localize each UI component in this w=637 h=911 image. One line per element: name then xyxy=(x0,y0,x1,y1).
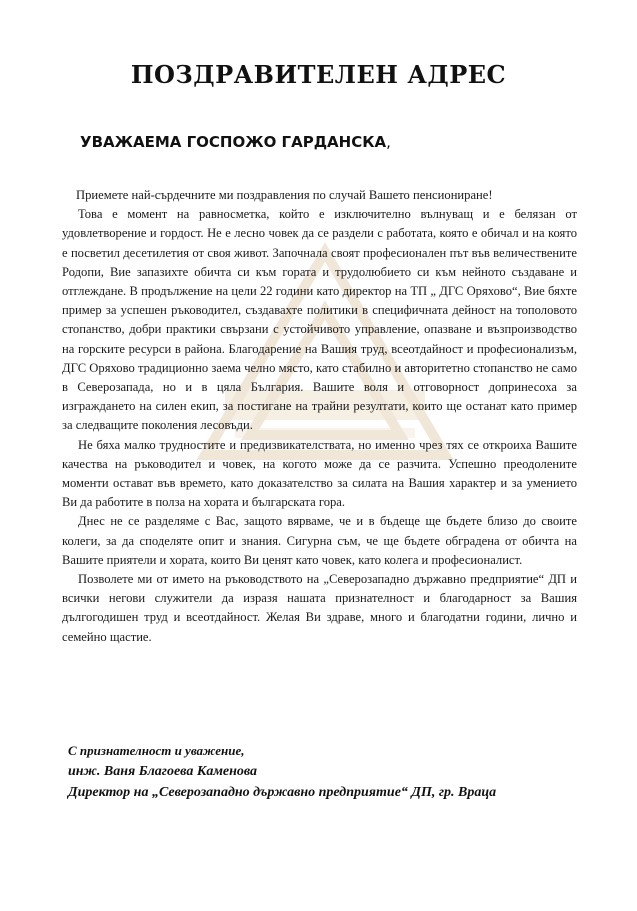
signature-position: Директор на „Северозападно държавно предприятие“ ДП, гр. Враца xyxy=(68,785,497,800)
paragraph: Това е момент на равносметка, който е изключително вълнуващ и е белязан от удовлетворение и гордост. Не е лесно човек да се раздели с работата, която е обичал и на която е посветил десетилетия от своя живот. Започнала своят професионален път във величествените Родопи, Вие запазихте обичта си към гората и трудолюбието си към нейното създаване и отглеждане. В продължение на цели 22 години като директор на ТП „ ДГС Оряхово“, Вие бяхте пример за успешен ръководител, създавахте политики в специфичната дейност на тополовото стопанство, добри практики свързани с устойчивото управление, опазване и възпроизводство на горските ресурси в района. Благодарение на Вашия труд, всеотдайност и професионализъм, ДГС Оряхово традиционно заема челно място, като стабилно и авторитетно стопанство не само в Северозапада, но и в цяла България. Вашите воля и отговорност допринесоха за изграждането на силен екип, за постигане на трайни резултати, които ще останат като пример за следващите поколения лесовъди. xyxy=(62,207,577,433)
signature-closing: С признателност и уважение, xyxy=(68,743,245,758)
salutation xyxy=(80,133,391,151)
salutation-comma: , xyxy=(386,133,391,151)
salutation-text: УВАЖАЕМА ГОСПОЖО ГАРДАНСКА xyxy=(80,133,387,151)
signature-name: инж. Ваня Благоева Каменова xyxy=(68,764,258,779)
letter-body xyxy=(62,186,577,647)
paragraph: Позволете ми от името на ръководството на „Северозападно държавно предприятие“ ДП и всички негови служители да изразя нашата признателност и благодарност за Вашия дългогодишен труд и всеотдайност. Желая Ви здраве, много и благодатни години, лично и семейно щастие. xyxy=(62,572,577,644)
paragraph: Днес не се разделяме с Вас, защото вярваме, че и в бъдеще ще бъдете близо до своите колеги, за да споделяте опит и знания. Сигурна съм, че ще бъдете обградена от обичта на Вашите приятели и хората, които Ви ценят като човек, като колега и професионалист. xyxy=(62,514,577,567)
signature-block xyxy=(68,740,496,803)
paragraph: Не бяха малко трудностите и предизвикателствата, но именно чрез тях се откроиха Вашите качества на ръководител и човек, на когото може да се разчита. Успешно преодолените моменти остават във времето, като доказателство за силата на Вашия характер и за умението Ви да работите в полза на хората и българската гора. xyxy=(62,437,577,510)
document-title: ПОЗДРАВИТЕЛЕН АДРЕС xyxy=(130,60,507,89)
paragraph: Приемете най-сърдечните ми поздравления по случай Вашето пенсиониране! xyxy=(76,188,493,202)
